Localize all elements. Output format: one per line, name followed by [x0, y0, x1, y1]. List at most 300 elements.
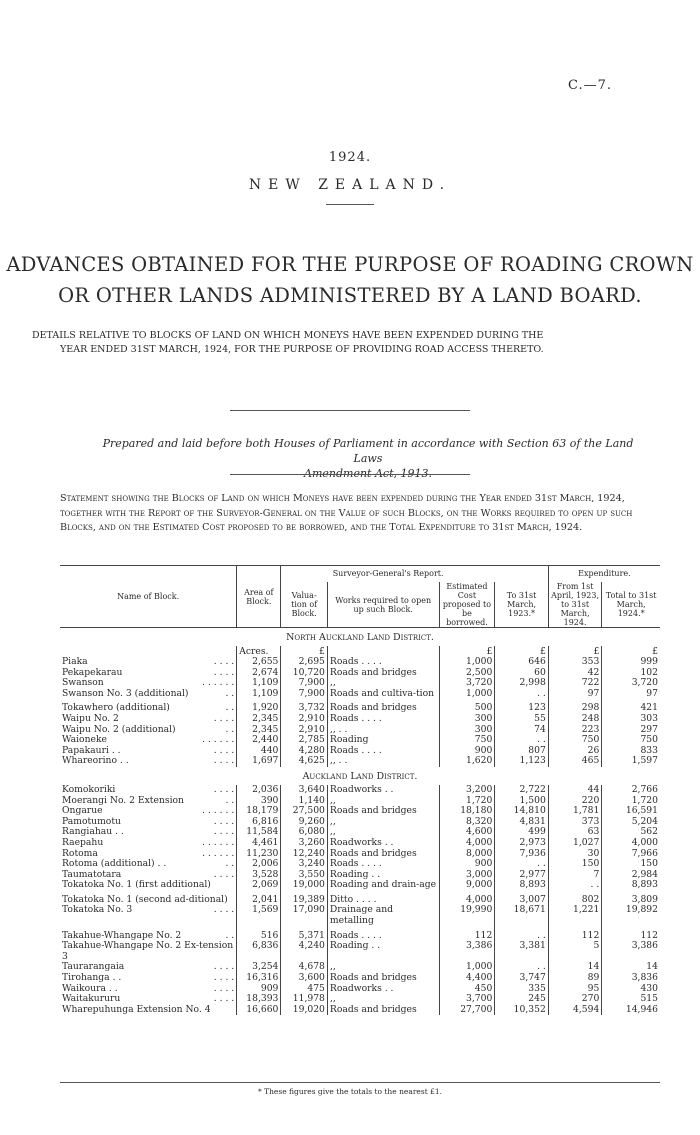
block-name: Takahue-Whangape No. 2 Ex-tension 3: [62, 940, 234, 962]
cell-works: Roads and bridges: [327, 849, 439, 860]
header-expenditure-group: Expenditure.: [548, 566, 660, 583]
leader-dots: . . . . . .: [202, 847, 235, 859]
cell-total: 515: [602, 994, 660, 1005]
section-title: North Auckland Land District.: [286, 632, 434, 643]
section-row: [60, 628, 660, 647]
block-name: Waipu No. 2: [62, 712, 119, 724]
cell-works: Roads . . . .: [327, 931, 439, 942]
cell-to-1923: 2,973: [495, 838, 548, 849]
unit-from: £: [548, 646, 601, 657]
cell-1923-24: 42: [548, 668, 601, 679]
header-from: From 1st April, 1923, to 31st March, 1924.: [548, 582, 601, 628]
document-year: 1924.: [328, 150, 372, 165]
cell-works: ,,: [327, 962, 439, 973]
cell-to-1923: 807: [495, 746, 548, 757]
cell-valuation: 4,240: [281, 941, 328, 962]
cell-total: 750: [602, 735, 660, 746]
cell-1923-24: 150: [548, 859, 601, 870]
cell-area: 18,393: [237, 994, 281, 1005]
leader-dots: . . . . . .: [202, 836, 235, 848]
leader-dots: . . . .: [213, 868, 235, 880]
cell-area: 3,528: [237, 870, 281, 881]
details-line-1: DETAILS RELATIVE TO BLOCKS OF LAND ON WHICH MONEYS HAVE BEEN EXPENDED DURING THE: [32, 330, 544, 341]
cell-to-1923: 499: [495, 827, 548, 838]
block-name: Swanson No. 3 (additional): [62, 687, 189, 699]
cell-to-1923: 1,500: [495, 796, 548, 807]
cell-area: 6,816: [237, 817, 281, 828]
cell-valuation: 3,240: [281, 859, 328, 870]
unit-area: Acres.: [237, 646, 281, 657]
cell-1923-24: 270: [548, 994, 601, 1005]
leader-dots: . .: [225, 794, 235, 806]
cell-estimated: 1,000: [439, 962, 495, 973]
cell-1923-24: 373: [548, 817, 601, 828]
title-line-2: OR OTHER LANDS ADMINISTERED BY A LAND BOARD.: [58, 284, 642, 307]
cell-estimated: 8,320: [439, 817, 495, 828]
cell-total: 2,984: [602, 870, 660, 881]
cell-to-1923: 646: [495, 657, 548, 668]
cell-total: 7,966: [602, 849, 660, 860]
leader-dots: . .: [225, 702, 235, 714]
details-line-2: YEAR ENDED 31ST MARCH, 1924, FOR THE PURPOSE OF PROVIDING ROAD ACCESS THERETO.: [60, 344, 544, 355]
cell-block-name: [60, 1005, 237, 1016]
cell-to-1923: 74: [495, 725, 548, 736]
leader-dots: . .: [225, 858, 235, 870]
details-paragraph: [32, 329, 672, 357]
cell-works: Roadworks . .: [327, 984, 439, 995]
cell-valuation: 4,280: [281, 746, 328, 757]
cell-works: Roads and cultiva-tion: [327, 689, 439, 700]
cell-estimated: 18,180: [439, 806, 495, 817]
cell-area: 909: [237, 984, 281, 995]
block-name: Papakauri . .: [62, 744, 121, 756]
cell-estimated: 19,990: [439, 905, 495, 926]
header-area: Area of Block.: [237, 566, 281, 628]
cell-valuation: 9,260: [281, 817, 328, 828]
cell-1923-24: 63: [548, 827, 601, 838]
cell-1923-24: 722: [548, 678, 601, 689]
cell-estimated: 1,000: [439, 657, 495, 668]
cell-valuation: 17,090: [281, 905, 328, 926]
cell-block-name: [60, 756, 237, 767]
cell-estimated: 4,000: [439, 895, 495, 906]
cell-1923-24: 248: [548, 714, 601, 725]
leader-dots: . .: [225, 723, 235, 735]
cell-valuation: 3,732: [281, 703, 328, 714]
cell-block-name: [60, 941, 237, 962]
cell-estimated: 750: [439, 735, 495, 746]
block-name: Waikoura . .: [62, 982, 118, 994]
cell-block-name: [60, 689, 237, 700]
cell-1923-24: 5: [548, 941, 601, 962]
leader-dots: . . . . . .: [202, 677, 235, 689]
block-name: Swanson: [62, 677, 104, 689]
block-name: Pekapekarau: [62, 666, 123, 678]
table-row: [60, 657, 660, 668]
cell-1923-24: 26: [548, 746, 601, 757]
cell-estimated: 3,200: [439, 785, 495, 796]
cell-to-1923: 60: [495, 668, 548, 679]
block-name: Waioneke: [62, 734, 107, 746]
cell-total: 5,204: [602, 817, 660, 828]
cell-to-1923: 10,352: [495, 1005, 548, 1016]
cell-total: 2,766: [602, 785, 660, 796]
header-works: Works required to open up such Block.: [327, 582, 439, 628]
cell-to-1923: . .: [495, 962, 548, 973]
header-to: To 31st March, 1923.*: [495, 582, 548, 628]
cell-valuation: 3,550: [281, 870, 328, 881]
cell-total: 8,893: [602, 880, 660, 891]
cell-valuation: 475: [281, 984, 328, 995]
cell-works: Roading and drain-age: [327, 880, 439, 891]
unit-to: £: [495, 646, 548, 657]
leader-dots: . . . .: [213, 961, 235, 973]
table-row: [60, 668, 660, 679]
cell-to-1923: . .: [495, 859, 548, 870]
cell-estimated: 300: [439, 714, 495, 725]
cell-total: 19,892: [602, 905, 660, 926]
cell-to-1923: . .: [495, 931, 548, 942]
country-heading: NEW ZEALAND.: [248, 177, 452, 193]
table-bottom-rule: [60, 1082, 660, 1083]
unit-valuation: £: [281, 646, 328, 657]
cell-1923-24: 465: [548, 756, 601, 767]
leader-dots: . . . .: [213, 993, 235, 1005]
block-name: Takahue-Whangape No. 2: [62, 929, 182, 941]
cell-area: 440: [237, 746, 281, 757]
block-name: Wharepuhunga Extension No. 4: [62, 1003, 211, 1015]
cell-block-name: [60, 905, 237, 926]
cell-estimated: 300: [439, 725, 495, 736]
cell-area: 2,036: [237, 785, 281, 796]
cell-works: Roads and bridges: [327, 668, 439, 679]
cell-area: 2,345: [237, 725, 281, 736]
block-name: Tokawhero (additional): [62, 702, 170, 714]
cell-works: Drainage and metalling: [327, 905, 439, 926]
table-row: [60, 689, 660, 700]
cell-valuation: 3,640: [281, 785, 328, 796]
cell-1923-24: 1,027: [548, 838, 601, 849]
cell-works: Roads and bridges: [327, 1005, 439, 1016]
cell-valuation: 1,140: [281, 796, 328, 807]
cell-total: 303: [602, 714, 660, 725]
divider: [326, 204, 374, 205]
cell-area: 1,109: [237, 689, 281, 700]
footnote: * These figures give the totals to the nearest £1.: [257, 1087, 443, 1096]
cell-area: 11,584: [237, 827, 281, 838]
cell-area: 1,697: [237, 756, 281, 767]
cell-estimated: 450: [439, 984, 495, 995]
header-valuation: Valua- tion of Block.: [281, 582, 328, 628]
cell-works: Roading . .: [327, 941, 439, 962]
block-name: Moerangi No. 2 Extension: [62, 794, 184, 806]
cell-works: ,,: [327, 827, 439, 838]
cell-1923-24: . .: [548, 880, 601, 891]
table-row: [60, 817, 660, 828]
table-row: [60, 806, 660, 817]
block-name: Rotoma (additional) . .: [62, 858, 167, 870]
cell-total: 16,591: [602, 806, 660, 817]
cell-1923-24: 802: [548, 895, 601, 906]
leader-dots: . . . .: [213, 656, 235, 667]
cell-works: ,,: [327, 817, 439, 828]
block-name: Ongarue: [62, 805, 103, 817]
cell-area: 2,440: [237, 735, 281, 746]
cell-1923-24: 30: [548, 849, 601, 860]
cell-area: 2,069: [237, 880, 281, 891]
cell-to-1923: 2,998: [495, 678, 548, 689]
leader-dots: . . . .: [213, 783, 235, 795]
cell-valuation: 19,000: [281, 880, 328, 891]
table-row: [60, 984, 660, 995]
cell-valuation: 12,240: [281, 849, 328, 860]
cell-works: Roads and bridges: [327, 806, 439, 817]
cell-works: Roadworks . .: [327, 838, 439, 849]
cell-estimated: 900: [439, 859, 495, 870]
cell-valuation: 2,910: [281, 725, 328, 736]
cell-area: 2,655: [237, 657, 281, 668]
cell-total: 3,386: [602, 941, 660, 962]
section-title: Auckland Land District.: [302, 770, 418, 782]
cell-1923-24: 7: [548, 870, 601, 881]
leader-dots: . .: [225, 687, 235, 699]
cell-1923-24: 353: [548, 657, 601, 668]
cell-valuation: 19,389: [281, 895, 328, 906]
table-row: [60, 746, 660, 757]
cell-area: 6,836: [237, 941, 281, 962]
cell-works: ,, . .: [327, 756, 439, 767]
cell-total: 3,720: [602, 678, 660, 689]
cell-area: 2,345: [237, 714, 281, 725]
cell-works: ,,: [327, 994, 439, 1005]
cell-valuation: 3,260: [281, 838, 328, 849]
cell-estimated: 8,000: [439, 849, 495, 860]
unit-estimated: £: [439, 646, 495, 657]
cell-valuation: 10,720: [281, 668, 328, 679]
cell-total: 999: [602, 657, 660, 668]
cell-to-1923: 3,747: [495, 973, 548, 984]
block-name: Rangiahau . .: [62, 826, 124, 838]
leader-dots: . .: [225, 929, 235, 941]
block-name: Taumatotara: [62, 868, 122, 880]
cell-to-1923: 18,671: [495, 905, 548, 926]
cell-1923-24: 95: [548, 984, 601, 995]
cell-total: 562: [602, 827, 660, 838]
cell-total: 833: [602, 746, 660, 757]
leader-dots: . . . .: [213, 982, 235, 994]
table-row: [60, 880, 660, 891]
table-body: [60, 628, 660, 1016]
block-name: Tirohanga . .: [62, 972, 122, 984]
cell-total: 1,597: [602, 756, 660, 767]
cell-total: 97: [602, 689, 660, 700]
cell-total: 430: [602, 984, 660, 995]
table-row: [60, 905, 660, 926]
block-name: Komokoriki: [62, 783, 116, 795]
cell-works: Roadworks . .: [327, 785, 439, 796]
blocks-table-wrapper: [60, 565, 660, 1015]
leader-dots: . . . .: [213, 666, 235, 678]
cell-estimated: 900: [439, 746, 495, 757]
cell-estimated: 1,000: [439, 689, 495, 700]
cell-valuation: 7,900: [281, 689, 328, 700]
block-name: Tokatoka No. 3: [62, 904, 133, 916]
cell-area: 2,041: [237, 895, 281, 906]
cell-estimated: 112: [439, 931, 495, 942]
cell-works: Roads and bridges: [327, 703, 439, 714]
cell-to-1923: 3,381: [495, 941, 548, 962]
header-name: Name of Block.: [60, 566, 237, 628]
cell-1923-24: 112: [548, 931, 601, 942]
leader-dots: . . . .: [213, 826, 235, 838]
block-name: Waitakururu: [62, 993, 121, 1005]
cell-to-1923: 3,007: [495, 895, 548, 906]
block-name: Raepahu: [62, 836, 104, 848]
cell-1923-24: 14: [548, 962, 601, 973]
cell-area: 16,660: [237, 1005, 281, 1016]
section-row: [60, 767, 660, 785]
cell-area: 390: [237, 796, 281, 807]
cell-valuation: 2,695: [281, 657, 328, 668]
prepared-line-2: Amendment Act, 1913.: [304, 467, 432, 480]
cell-1923-24: 1,781: [548, 806, 601, 817]
cell-total: 3,809: [602, 895, 660, 906]
statement-heading: Statement showing the Blocks of Land on which Moneys have been expended during the Year ended 31st March, 1924, together with the Report of the Surveyor-General on the Value of such Blocks, on the Works required to open up such Blocks, and on the Estimated Cost proposed to be borrowed, and the Total Expenditure to 31st March, 1924.: [60, 493, 633, 533]
cell-works: Roads . . . .: [327, 859, 439, 870]
cell-area: 516: [237, 931, 281, 942]
cell-1923-24: 750: [548, 735, 601, 746]
cell-to-1923: 14,810: [495, 806, 548, 817]
cell-estimated: 4,400: [439, 973, 495, 984]
cell-works: Roading . .: [327, 870, 439, 881]
cell-works: ,,: [327, 678, 439, 689]
cell-works: Roads . . . .: [327, 714, 439, 725]
cell-1923-24: 4,594: [548, 1005, 601, 1016]
cell-estimated: 1,720: [439, 796, 495, 807]
cell-estimated: 3,386: [439, 941, 495, 962]
cell-estimated: 27,700: [439, 1005, 495, 1016]
cell-total: 4,000: [602, 838, 660, 849]
page-reference: C.—7.: [567, 78, 612, 93]
table-row: [60, 1005, 660, 1016]
cell-total: 102: [602, 668, 660, 679]
leader-dots: . . . .: [213, 755, 235, 767]
cell-to-1923: 245: [495, 994, 548, 1005]
cell-to-1923: 335: [495, 984, 548, 995]
cell-area: 16,316: [237, 973, 281, 984]
cell-area: 1,920: [237, 703, 281, 714]
leader-dots: . . . .: [213, 712, 235, 724]
header-estimated: Estimated Cost proposed to be borrowed.: [439, 582, 495, 628]
table-row: [60, 838, 660, 849]
cell-to-1923: 2,977: [495, 870, 548, 881]
cell-works: Roads . . . .: [327, 746, 439, 757]
cell-estimated: 1,620: [439, 756, 495, 767]
block-name: Waipu No. 2 (additional): [62, 723, 176, 735]
cell-valuation: 4,678: [281, 962, 328, 973]
cell-area: 4,461: [237, 838, 281, 849]
cell-to-1923: 55: [495, 714, 548, 725]
cell-valuation: 3,600: [281, 973, 328, 984]
table-row: [60, 756, 660, 767]
divider: [230, 410, 470, 411]
cell-1923-24: 1,221: [548, 905, 601, 926]
cell-total: 421: [602, 703, 660, 714]
cell-total: 14,946: [602, 1005, 660, 1016]
cell-1923-24: 44: [548, 785, 601, 796]
cell-estimated: 3,720: [439, 678, 495, 689]
cell-1923-24: 298: [548, 703, 601, 714]
cell-estimated: 9,000: [439, 880, 495, 891]
cell-valuation: 5,371: [281, 931, 328, 942]
block-name: Pamotumotu: [62, 815, 121, 827]
cell-to-1923: 123: [495, 703, 548, 714]
block-name: Taurarangaia: [62, 961, 125, 973]
block-name: Whareorino . .: [62, 755, 129, 767]
cell-area: 2,674: [237, 668, 281, 679]
block-name: Rotoma: [62, 847, 98, 859]
cell-works: Roads . . . .: [327, 657, 439, 668]
cell-total: 150: [602, 859, 660, 870]
cell-to-1923: 4,831: [495, 817, 548, 828]
block-name: Piaka: [62, 656, 88, 667]
cell-valuation: 2,785: [281, 735, 328, 746]
cell-works: Roading: [327, 735, 439, 746]
cell-area: 11,230: [237, 849, 281, 860]
cell-to-1923: 2,722: [495, 785, 548, 796]
cell-1923-24: 89: [548, 973, 601, 984]
cell-total: 14: [602, 962, 660, 973]
block-name: Tokatoka No. 1 (second ad-ditional): [62, 893, 228, 905]
leader-dots: . . . .: [213, 744, 235, 756]
title-line-1: ADVANCES OBTAINED FOR THE PURPOSE OF ROADING CROWN: [6, 253, 694, 276]
leader-dots: . . . .: [213, 815, 235, 827]
divider: [230, 474, 470, 475]
cell-estimated: 3,700: [439, 994, 495, 1005]
cell-valuation: 2,910: [281, 714, 328, 725]
cell-valuation: 19,020: [281, 1005, 328, 1016]
cell-total: 112: [602, 931, 660, 942]
cell-estimated: 3,000: [439, 870, 495, 881]
cell-1923-24: 97: [548, 689, 601, 700]
header-surveyor-group: Surveyor-General's Report.: [281, 566, 495, 583]
cell-area: 2,006: [237, 859, 281, 870]
cell-estimated: 4,000: [439, 838, 495, 849]
cell-works: ,,: [327, 796, 439, 807]
cell-to-1923: 7,936: [495, 849, 548, 860]
cell-block-name: [60, 880, 237, 891]
blocks-table: [60, 565, 660, 1015]
cell-total: 3,836: [602, 973, 660, 984]
cell-area: 18,179: [237, 806, 281, 817]
cell-valuation: 4,625: [281, 756, 328, 767]
cell-valuation: 6,080: [281, 827, 328, 838]
cell-total: 297: [602, 725, 660, 736]
cell-estimated: 500: [439, 703, 495, 714]
cell-total: 1,720: [602, 796, 660, 807]
cell-works: Ditto . . . .: [327, 895, 439, 906]
cell-area: 1,109: [237, 678, 281, 689]
leader-dots: . . . . . .: [202, 734, 235, 746]
header-total: Total to 31st March, 1924.*: [602, 582, 660, 628]
cell-estimated: 2,500: [439, 668, 495, 679]
cell-to-1923: . .: [495, 689, 548, 700]
cell-valuation: 7,900: [281, 678, 328, 689]
cell-works: ,, . .: [327, 725, 439, 736]
cell-1923-24: 220: [548, 796, 601, 807]
table-row: [60, 941, 660, 962]
leader-dots: . . . .: [213, 972, 235, 984]
